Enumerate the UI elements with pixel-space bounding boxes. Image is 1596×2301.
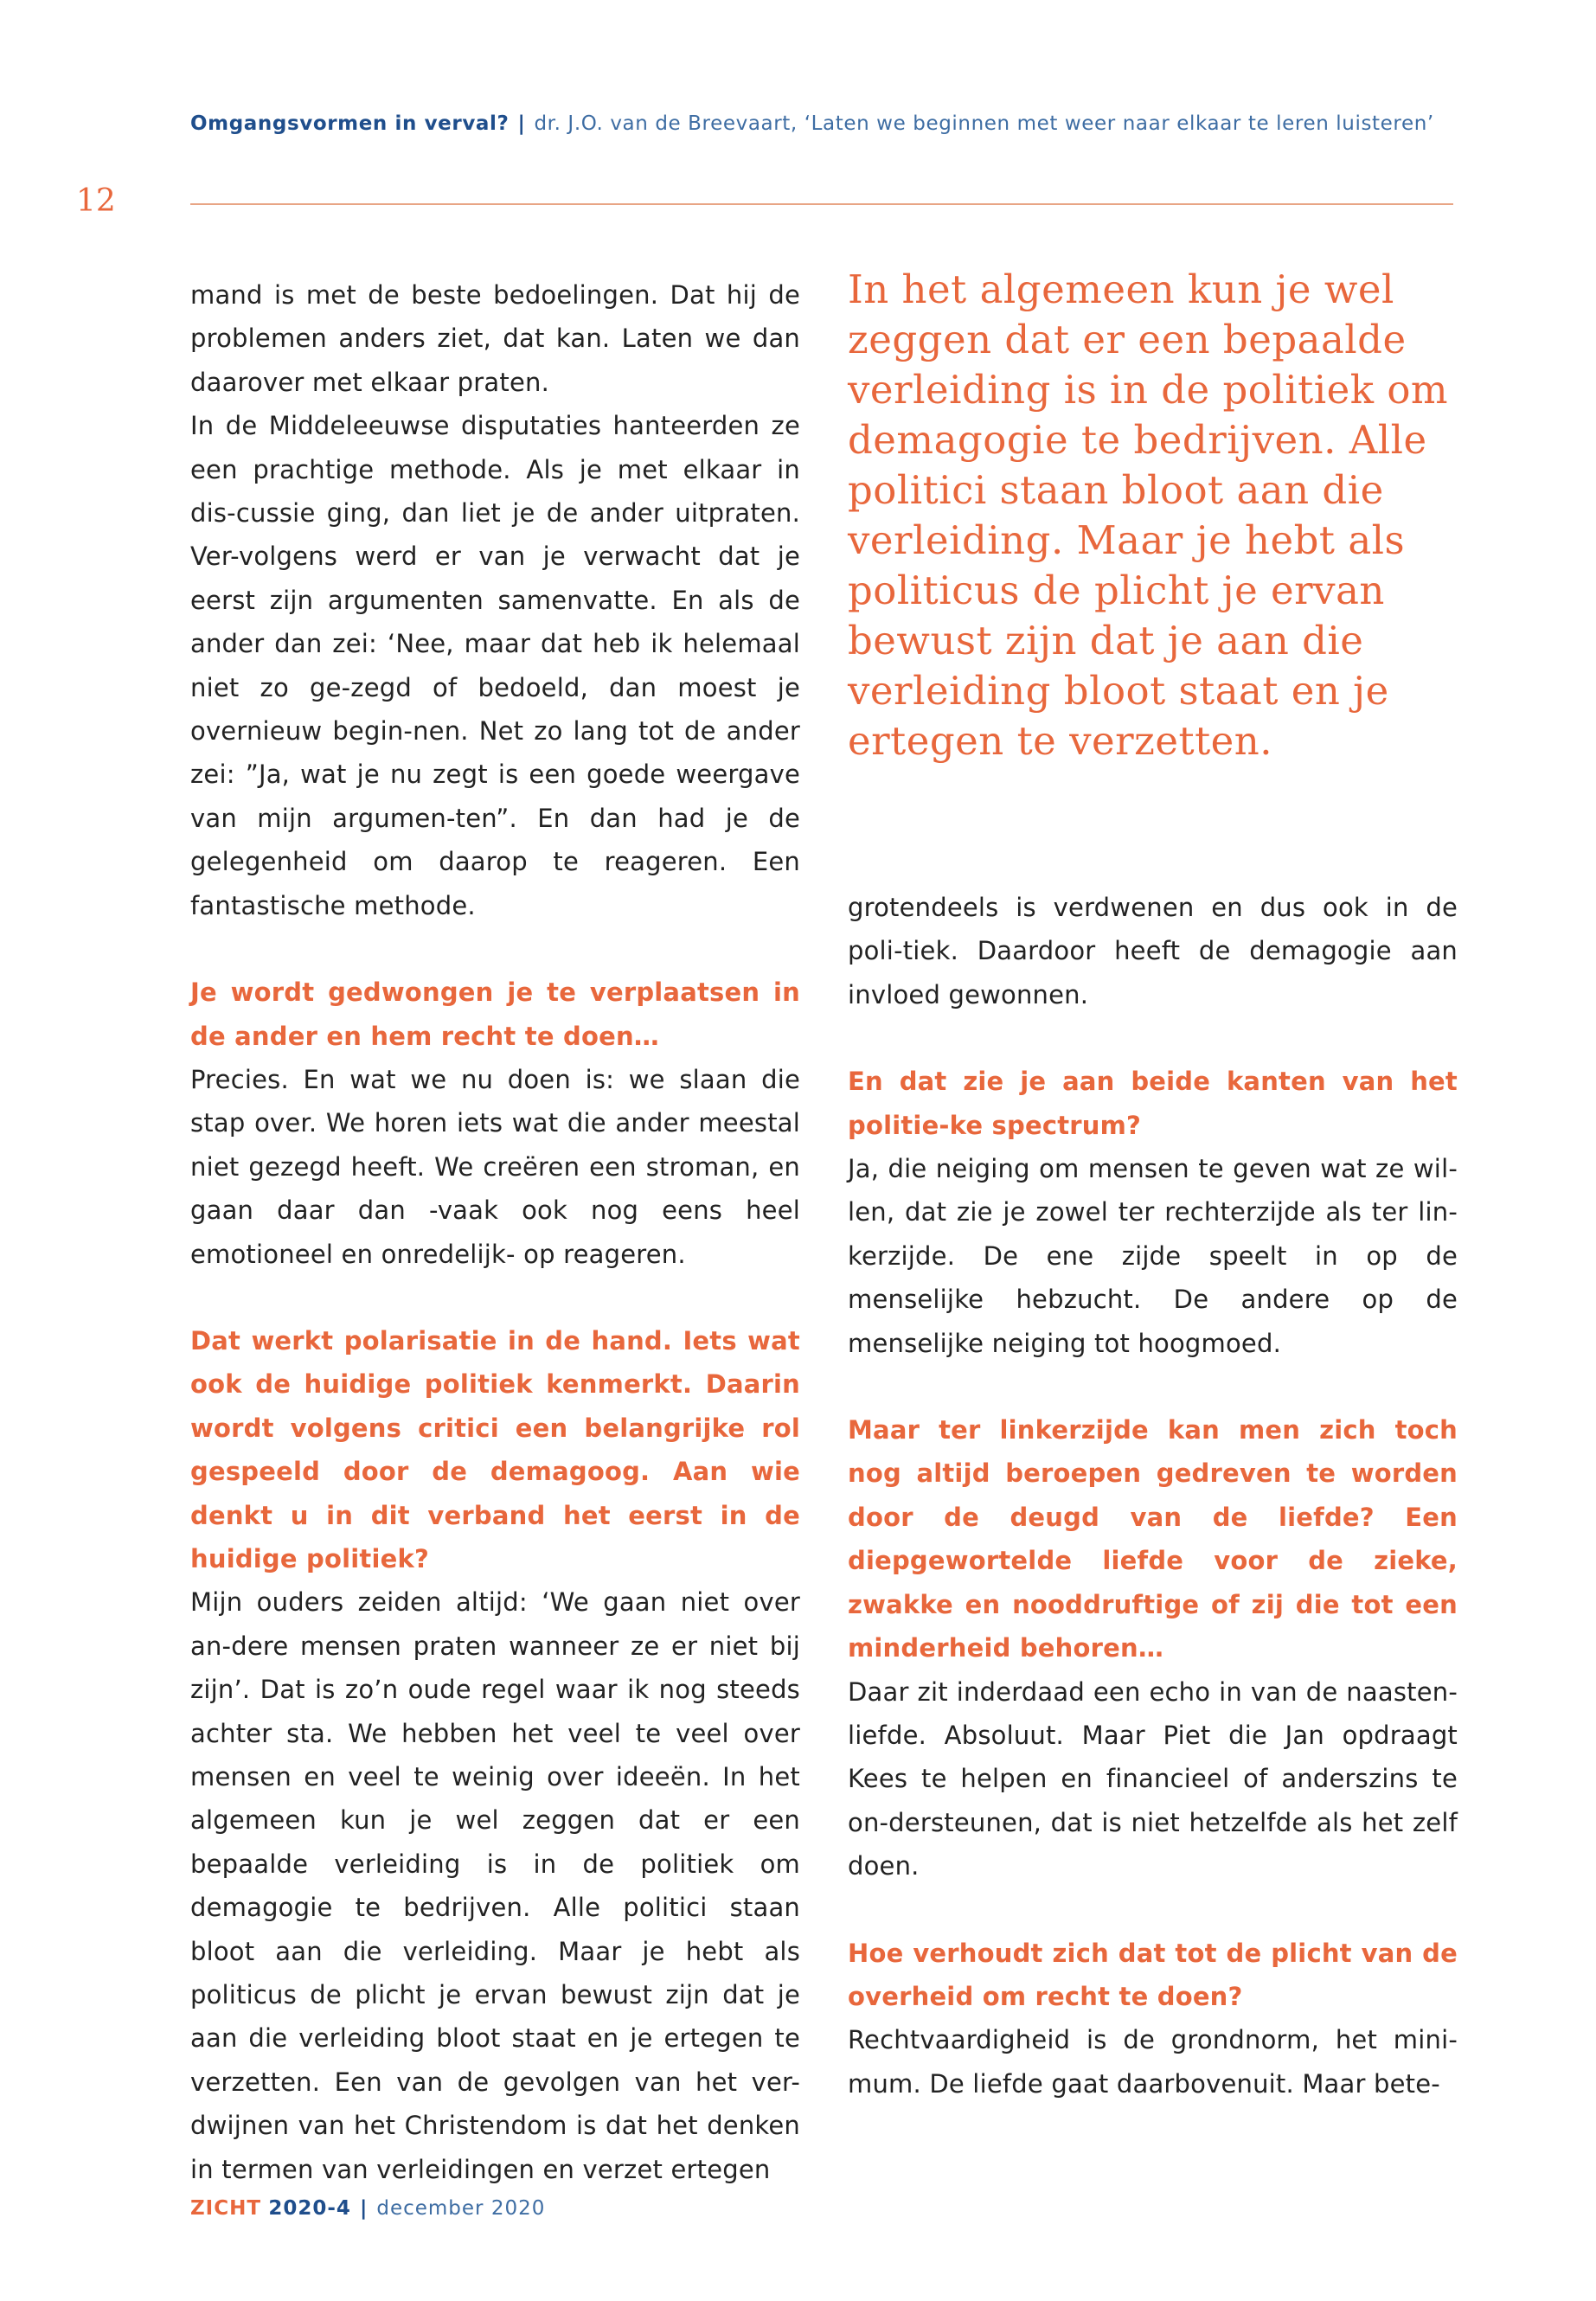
page-footer: [190, 2197, 545, 2220]
header-separator: |: [517, 112, 526, 135]
issue-number: 2020-4: [268, 2197, 351, 2220]
interview-question: Maar ter linkerzijde kan men zich toch nog altijd beroepen gedreven te worden door de deugd van de liefde? Een diepgewortelde liefde voor de zieke, zwakke en nooddruftige of zij die tot een minderheid behoren…: [848, 1415, 1458, 1663]
issue-date: december 2020: [376, 2197, 546, 2220]
body-paragraph: grotendeels is verdwenen en dus ook in de poli-tiek. Daardoor heeft de demagogie aan invloed gewonnen.: [848, 893, 1458, 1009]
page-number: 12: [76, 183, 116, 219]
series-title: Omgangsvormen in verval?: [190, 112, 510, 135]
interview-answer: Daar zit inderdaad een echo in van de naasten-liefde. Absoluut. Maar Piet die Jan opdraagt Kees te helpen en financieel of anderszins te on-dersteunen, dat is niet hetzelfde als het zelf doen.: [848, 1676, 1458, 1881]
header-divider: [190, 203, 1453, 205]
paragraph-gap: [190, 1276, 800, 1319]
interview-answer: Ja, die neiging om mensen te geven wat ze wil-len, dat zie je zowel ter rechterzijde als ter lin-kerzijde. De ene zijde speelt in op de menselijke hebzucht. De andere op de menselijke neiging tot hoogmoed.: [848, 1154, 1458, 1358]
interview-answer: Mijn ouders zeiden altijd: ‘We gaan niet over an-dere mensen praten wanneer ze er niet bij zijn’. Dat is zo’n oude regel waar ik nog steeds achter sta. We hebben het veel te veel over mensen en veel te weinig over ideeën. In het algemeen kun je wel zeggen dat er een bepaalde verleiding is in de politiek om demagogie te bedrijven. Alle politici staan bloot aan die verleiding. Maar je hebt als politicus de plicht je ervan bewust zijn dat je aan die verleiding bloot staat en je ertegen te verzetten. Een van de gevolgen van het ver-dwijnen van het Christendom is dat het denken in termen van verleidingen en verzet ertegen: [190, 1587, 800, 2184]
paragraph-gap: [848, 1016, 1458, 1060]
paragraph-gap: [848, 1888, 1458, 1932]
article-subtitle: dr. J.O. van de Breevaart, ‘Laten we beginnen met weer naar elkaar te leren luisteren’: [534, 112, 1434, 135]
interview-question: Hoe verhoudt zich dat tot de plicht van de overheid om recht te doen?: [848, 1938, 1458, 2011]
right-column: [848, 886, 1458, 2106]
interview-question: Je wordt gedwongen je te verplaatsen in de ander en hem recht te doen…: [190, 977, 800, 1051]
body-paragraph: mand is met de beste bedoelingen. Dat hij de problemen anders ziet, dat kan. Laten we dan daarover met elkaar praten.: [190, 280, 800, 397]
footer-separator: |: [359, 2197, 369, 2220]
paragraph-gap: [190, 927, 800, 971]
interview-answer: Precies. En wat we nu doen is: we slaan die stap over. We horen iets wat die ander meestal niet gezegd heeft. We creëren een stroman, en gaan daar dan -vaak ook nog eens heel emotioneel en onredelijk- op reageren.: [190, 1064, 800, 1269]
pull-quote: In het algemeen kun je wel zeggen dat er een bepaalde verleiding is in de politiek om demagogie te bedrijven. Alle politici staan bloot aan die verleiding. Maar je hebt als politicus de plicht je ervan bewust zijn dat je aan die verleiding bloot staat en je ertegen te verzetten.: [848, 266, 1449, 764]
running-header: [190, 112, 1453, 135]
magazine-name: ZICHT: [190, 2197, 262, 2220]
paragraph-gap: [848, 1365, 1458, 1408]
interview-question: Dat werkt polarisatie in de hand. Iets wat ook de huidige politiek kenmerkt. Daarin wordt volgens critici een belangrijke rol gespeeld door de demagoog. Aan wie denkt u in dit verband het eerst in de huidige politiek?: [190, 1325, 800, 1574]
interview-question: En dat zie je aan beide kanten van het politie-ke spectrum?: [848, 1067, 1458, 1140]
body-paragraph: In de Middeleeuwse disputaties hanteerden ze een prachtige methode. Als je met elkaar in dis-cussie ging, dan liet je de ander uitpraten. Ver-volgens werd er van je verwacht dat je eerst zijn argumenten samenvatte. En als de ander dan zei: ‘Nee, maar dat heb ik helemaal niet zo ge-zegd of bedoeld, dan moest je overnieuw begin-nen. Net zo lang tot de ander zei: ”Ja, wat je nu zegt is een goede weergave van mijn argumen-ten”. En dan had je de gelegenheid om daarop te reageren. Een fantastische methode.: [190, 411, 800, 920]
left-column: [190, 273, 800, 2191]
interview-answer: Rechtvaardigheid is de grondnorm, het mini-mum. De liefde gaat daarbovenuit. Maar bete-: [848, 2025, 1458, 2099]
